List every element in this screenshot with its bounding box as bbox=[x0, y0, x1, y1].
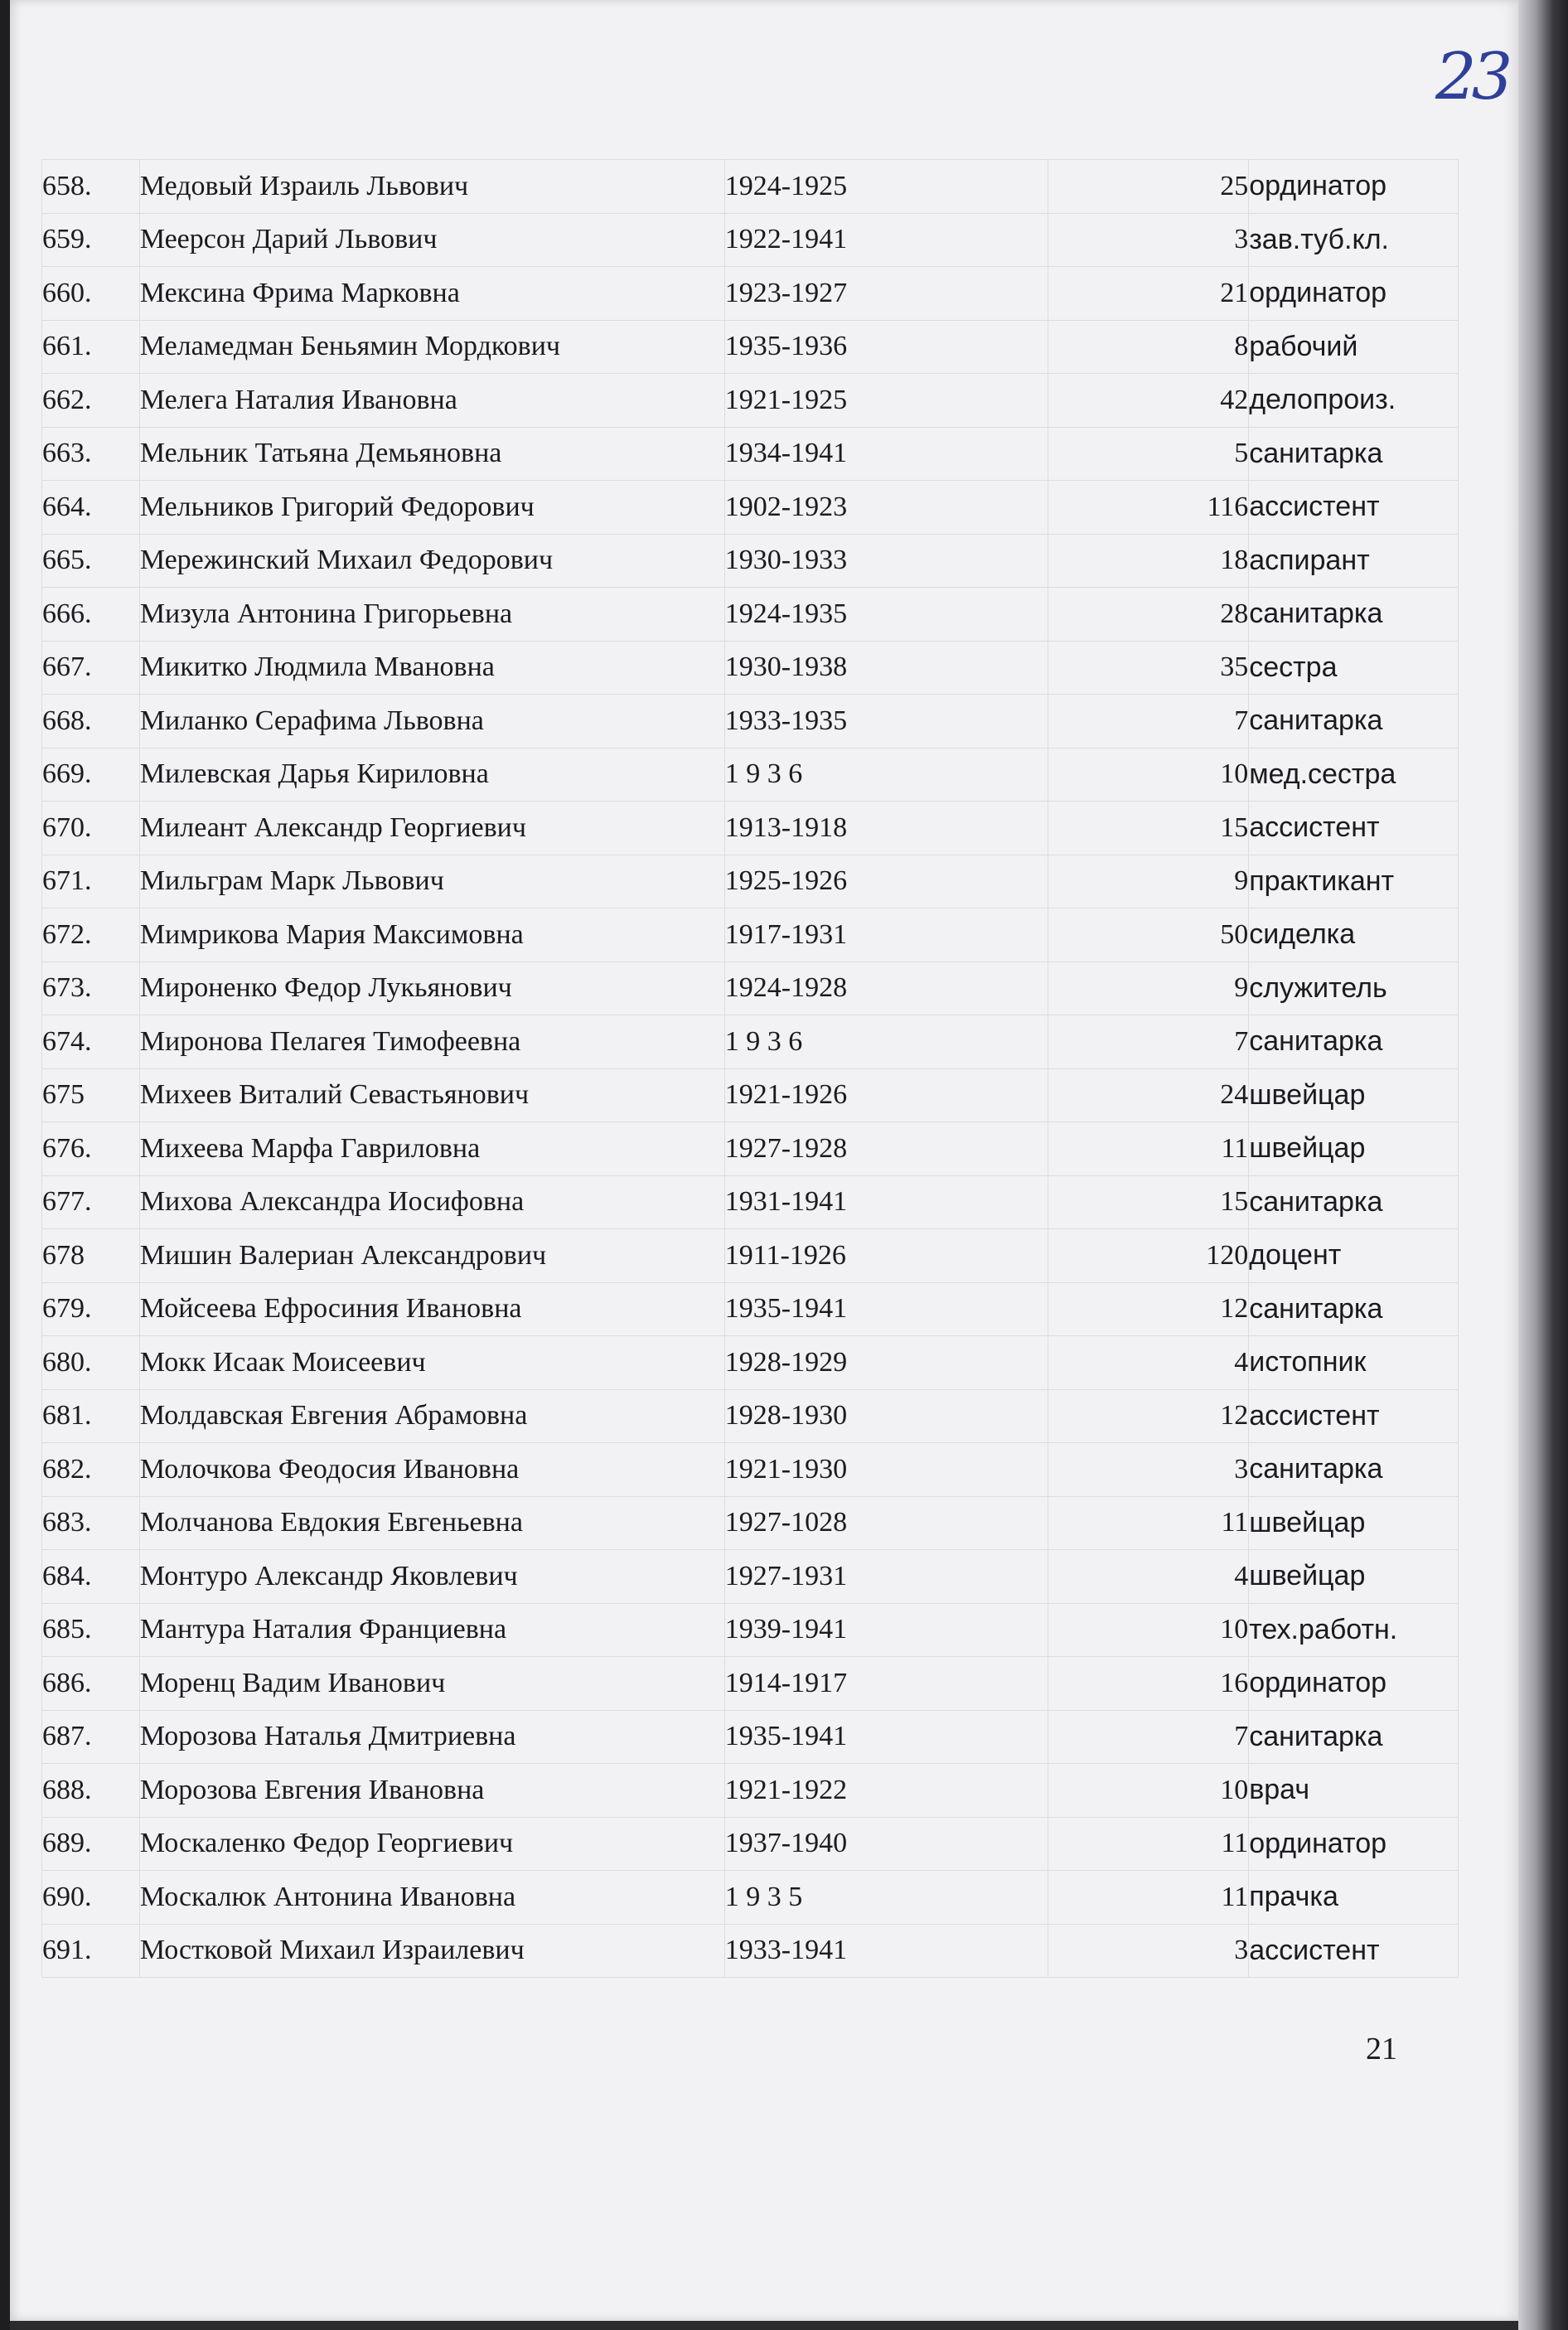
position-title: ассистент bbox=[1249, 1924, 1459, 1978]
binder-edge bbox=[0, 0, 10, 2330]
employment-years: 1933-1941 bbox=[724, 1924, 1048, 1978]
row-number: 675 bbox=[42, 1068, 140, 1122]
position-title: ординатор bbox=[1249, 1817, 1459, 1871]
table-row bbox=[42, 962, 1459, 1015]
position-title: сиделка bbox=[1249, 908, 1459, 962]
record-count: 116 bbox=[1048, 481, 1249, 535]
row-number: 669. bbox=[42, 748, 140, 802]
table-row bbox=[42, 320, 1459, 374]
employee-name: Моренц Вадим Иванович bbox=[139, 1657, 724, 1711]
table-row bbox=[42, 588, 1459, 642]
row-number: 683. bbox=[42, 1496, 140, 1550]
employee-name: Миланко Серафима Львовна bbox=[139, 695, 724, 748]
record-count: 15 bbox=[1048, 1175, 1249, 1229]
row-number: 686. bbox=[42, 1657, 140, 1711]
employment-years: 1925-1926 bbox=[724, 855, 1048, 908]
position-title: швейцар bbox=[1249, 1496, 1459, 1550]
record-count: 10 bbox=[1048, 748, 1249, 802]
document-page bbox=[10, 0, 1518, 2321]
table-row bbox=[42, 534, 1459, 588]
row-number: 672. bbox=[42, 908, 140, 962]
record-count: 120 bbox=[1048, 1229, 1249, 1283]
position-title: санитарка bbox=[1249, 695, 1459, 748]
position-title: санитарка bbox=[1249, 1175, 1459, 1229]
row-number: 674. bbox=[42, 1015, 140, 1069]
employee-name: Мимрикова Мария Максимовна bbox=[139, 908, 724, 962]
employment-years: 1 9 3 6 bbox=[724, 1015, 1048, 1069]
employment-years: 1930-1938 bbox=[724, 641, 1048, 695]
employment-years: 1924-1928 bbox=[724, 962, 1048, 1015]
employee-name: Милевская Дарья Кириловна bbox=[139, 748, 724, 802]
employee-name: Мокк Исаак Моисеевич bbox=[139, 1336, 724, 1390]
employment-years: 1927-1931 bbox=[724, 1550, 1048, 1604]
employee-name: Мишин Валериан Александрович bbox=[139, 1229, 724, 1283]
employment-years: 1927-1928 bbox=[724, 1122, 1048, 1176]
position-title: доцент bbox=[1249, 1229, 1459, 1283]
employment-years: 1935-1941 bbox=[724, 1282, 1048, 1336]
position-title: мед.сестра bbox=[1249, 748, 1459, 802]
position-title: санитарка bbox=[1249, 1015, 1459, 1069]
record-count: 10 bbox=[1048, 1603, 1249, 1657]
record-count: 25 bbox=[1048, 160, 1249, 214]
record-count: 21 bbox=[1048, 267, 1249, 321]
row-number: 689. bbox=[42, 1817, 140, 1871]
employee-name: Михеев Виталий Севастьянович bbox=[139, 1068, 724, 1122]
position-title: санитарка bbox=[1249, 1710, 1459, 1764]
employee-name: Москаленко Федор Георгиевич bbox=[139, 1817, 724, 1871]
position-title: санитарка bbox=[1249, 588, 1459, 642]
employment-years: 1935-1936 bbox=[724, 320, 1048, 374]
row-number: 670. bbox=[42, 802, 140, 855]
position-title: сестра bbox=[1249, 641, 1459, 695]
employment-years: 1917-1931 bbox=[724, 908, 1048, 962]
employment-years: 1922-1941 bbox=[724, 213, 1048, 267]
employee-name: Мироненко Федор Лукьянович bbox=[139, 962, 724, 1015]
table-row bbox=[42, 1657, 1459, 1711]
position-title: аспирант bbox=[1249, 534, 1459, 588]
table-row bbox=[42, 908, 1459, 962]
position-title: ассистент bbox=[1249, 802, 1459, 855]
employment-years: 1931-1941 bbox=[724, 1175, 1048, 1229]
position-title: служитель bbox=[1249, 962, 1459, 1015]
employee-name: Мельник Татьяна Демьяновна bbox=[139, 427, 724, 481]
employment-years: 1930-1933 bbox=[724, 534, 1048, 588]
table-row bbox=[42, 1068, 1459, 1122]
employee-name: Меламедман Беньямин Мордкович bbox=[139, 320, 724, 374]
employee-name: Микитко Людмила Мвановна bbox=[139, 641, 724, 695]
page-edge-shadow bbox=[1518, 0, 1568, 2330]
employee-name: Милеант Александр Георгиевич bbox=[139, 802, 724, 855]
employment-years: 1928-1930 bbox=[724, 1389, 1048, 1443]
record-count: 9 bbox=[1048, 855, 1249, 908]
row-number: 666. bbox=[42, 588, 140, 642]
employment-years: 1 9 3 5 bbox=[724, 1871, 1048, 1925]
row-number: 679. bbox=[42, 1282, 140, 1336]
employment-years: 1927-1028 bbox=[724, 1496, 1048, 1550]
record-count: 50 bbox=[1048, 908, 1249, 962]
employee-name: Мостковой Михаил Израилевич bbox=[139, 1924, 724, 1978]
table-row bbox=[42, 1015, 1459, 1069]
table-row bbox=[42, 1443, 1459, 1497]
table-row bbox=[42, 213, 1459, 267]
employee-name: Молочкова Феодосия Ивановна bbox=[139, 1443, 724, 1497]
record-count: 12 bbox=[1048, 1282, 1249, 1336]
row-number: 676. bbox=[42, 1122, 140, 1176]
employment-years: 1921-1925 bbox=[724, 374, 1048, 428]
employment-years: 1921-1930 bbox=[724, 1443, 1048, 1497]
record-count: 10 bbox=[1048, 1764, 1249, 1818]
record-count: 5 bbox=[1048, 427, 1249, 481]
table-row bbox=[42, 1122, 1459, 1176]
employee-name: Мельников Григорий Федорович bbox=[139, 481, 724, 535]
row-number: 668. bbox=[42, 695, 140, 748]
table-row bbox=[42, 748, 1459, 802]
row-number: 661. bbox=[42, 320, 140, 374]
record-count: 7 bbox=[1048, 1015, 1249, 1069]
table-row bbox=[42, 1336, 1459, 1390]
record-count: 35 bbox=[1048, 641, 1249, 695]
employment-years: 1928-1929 bbox=[724, 1336, 1048, 1390]
position-title: швейцар bbox=[1249, 1122, 1459, 1176]
page-number: 21 bbox=[1366, 2032, 1397, 2066]
employee-name: Монтуро Александр Яковлевич bbox=[139, 1550, 724, 1604]
table-row bbox=[42, 1924, 1459, 1978]
row-number: 684. bbox=[42, 1550, 140, 1604]
employment-years: 1934-1941 bbox=[724, 427, 1048, 481]
employment-years: 1911-1926 bbox=[724, 1229, 1048, 1283]
employment-years: 1913-1918 bbox=[724, 802, 1048, 855]
row-number: 671. bbox=[42, 855, 140, 908]
position-title: делопроиз. bbox=[1249, 374, 1459, 428]
record-count: 7 bbox=[1048, 1710, 1249, 1764]
table-row bbox=[42, 1175, 1459, 1229]
table-row bbox=[42, 481, 1459, 535]
record-count: 11 bbox=[1048, 1817, 1249, 1871]
employee-name: Медовый Израиль Львович bbox=[139, 160, 724, 214]
employee-name: Михова Александра Иосифовна bbox=[139, 1175, 724, 1229]
row-number: 673. bbox=[42, 962, 140, 1015]
record-count: 7 bbox=[1048, 695, 1249, 748]
table-row bbox=[42, 1389, 1459, 1443]
employee-name: Мелега Наталия Ивановна bbox=[139, 374, 724, 428]
record-count: 18 bbox=[1048, 534, 1249, 588]
row-number: 663. bbox=[42, 427, 140, 481]
table-row bbox=[42, 1229, 1459, 1283]
row-number: 664. bbox=[42, 481, 140, 535]
employee-name: Меерсон Дарий Львович bbox=[139, 213, 724, 267]
employee-name: Морозова Наталья Дмитриевна bbox=[139, 1710, 724, 1764]
employment-years: 1924-1935 bbox=[724, 588, 1048, 642]
position-title: практикант bbox=[1249, 855, 1459, 908]
record-count: 11 bbox=[1048, 1871, 1249, 1925]
employment-years: 1921-1922 bbox=[724, 1764, 1048, 1818]
position-title: санитарка bbox=[1249, 1443, 1459, 1497]
position-title: рабочий bbox=[1249, 320, 1459, 374]
employee-name: Мантура Наталия Франциевна bbox=[139, 1603, 724, 1657]
registry-body bbox=[42, 160, 1459, 1978]
row-number: 680. bbox=[42, 1336, 140, 1390]
employment-years: 1921-1926 bbox=[724, 1068, 1048, 1122]
employment-years: 1923-1927 bbox=[724, 267, 1048, 321]
row-number: 662. bbox=[42, 374, 140, 428]
row-number: 660. bbox=[42, 267, 140, 321]
record-count: 4 bbox=[1048, 1550, 1249, 1604]
record-count: 42 bbox=[1048, 374, 1249, 428]
table-row bbox=[42, 1550, 1459, 1604]
employee-name: Миронова Пелагея Тимофеевна bbox=[139, 1015, 724, 1069]
row-number: 685. bbox=[42, 1603, 140, 1657]
employment-years: 1 9 3 6 bbox=[724, 748, 1048, 802]
record-count: 24 bbox=[1048, 1068, 1249, 1122]
table-row bbox=[42, 427, 1459, 481]
table-row bbox=[42, 1764, 1459, 1818]
record-count: 15 bbox=[1048, 802, 1249, 855]
employment-years: 1902-1923 bbox=[724, 481, 1048, 535]
table-row bbox=[42, 1817, 1459, 1871]
row-number: 691. bbox=[42, 1924, 140, 1978]
employment-years: 1939-1941 bbox=[724, 1603, 1048, 1657]
position-title: швейцар bbox=[1249, 1550, 1459, 1604]
table-row bbox=[42, 1603, 1459, 1657]
row-number: 687. bbox=[42, 1710, 140, 1764]
record-count: 4 bbox=[1048, 1336, 1249, 1390]
employment-years: 1935-1941 bbox=[724, 1710, 1048, 1764]
row-number: 658. bbox=[42, 160, 140, 214]
row-number: 690. bbox=[42, 1871, 140, 1925]
position-title: ассистент bbox=[1249, 1389, 1459, 1443]
position-title: тех.работн. bbox=[1249, 1603, 1459, 1657]
employee-name: Молчанова Евдокия Евгеньевна bbox=[139, 1496, 724, 1550]
row-number: 678 bbox=[42, 1229, 140, 1283]
position-title: врач bbox=[1249, 1764, 1459, 1818]
position-title: ассистент bbox=[1249, 481, 1459, 535]
position-title: ординатор bbox=[1249, 1657, 1459, 1711]
table-row bbox=[42, 1710, 1459, 1764]
staff-registry-table bbox=[41, 159, 1459, 1978]
employment-years: 1914-1917 bbox=[724, 1657, 1048, 1711]
record-count: 3 bbox=[1048, 213, 1249, 267]
employee-name: Мексина Фрима Марковна bbox=[139, 267, 724, 321]
row-number: 682. bbox=[42, 1443, 140, 1497]
table-row bbox=[42, 1871, 1459, 1925]
employee-name: Мережинский Михаил Федорович bbox=[139, 534, 724, 588]
record-count: 16 bbox=[1048, 1657, 1249, 1711]
employee-name: Мильграм Марк Львович bbox=[139, 855, 724, 908]
table-row bbox=[42, 802, 1459, 855]
position-title: санитарка bbox=[1249, 427, 1459, 481]
table-row bbox=[42, 641, 1459, 695]
employee-name: Москалюк Антонина Ивановна bbox=[139, 1871, 724, 1925]
position-title: истопник bbox=[1249, 1336, 1459, 1390]
position-title: ординатор bbox=[1249, 267, 1459, 321]
record-count: 12 bbox=[1048, 1389, 1249, 1443]
employee-name: Молдавская Евгения Абрамовна bbox=[139, 1389, 724, 1443]
position-title: санитарка bbox=[1249, 1282, 1459, 1336]
employee-name: Морозова Евгения Ивановна bbox=[139, 1764, 724, 1818]
record-count: 3 bbox=[1048, 1924, 1249, 1978]
position-title: зав.туб.кл. bbox=[1249, 213, 1459, 267]
table-row bbox=[42, 267, 1459, 321]
table-row bbox=[42, 1496, 1459, 1550]
row-number: 681. bbox=[42, 1389, 140, 1443]
employment-years: 1924-1925 bbox=[724, 160, 1048, 214]
employee-name: Михеева Марфа Гавриловна bbox=[139, 1122, 724, 1176]
table-row bbox=[42, 1282, 1459, 1336]
table-row bbox=[42, 695, 1459, 748]
employment-years: 1937-1940 bbox=[724, 1817, 1048, 1871]
record-count: 9 bbox=[1048, 962, 1249, 1015]
table-row bbox=[42, 160, 1459, 214]
row-number: 667. bbox=[42, 641, 140, 695]
record-count: 3 bbox=[1048, 1443, 1249, 1497]
employee-name: Мизула Антонина Григорьевна bbox=[139, 588, 724, 642]
position-title: ординатор bbox=[1249, 160, 1459, 214]
table-row bbox=[42, 374, 1459, 428]
record-count: 28 bbox=[1048, 588, 1249, 642]
table-row bbox=[42, 855, 1459, 908]
row-number: 665. bbox=[42, 534, 140, 588]
row-number: 659. bbox=[42, 213, 140, 267]
row-number: 677. bbox=[42, 1175, 140, 1229]
position-title: швейцар bbox=[1249, 1068, 1459, 1122]
row-number: 688. bbox=[42, 1764, 140, 1818]
record-count: 11 bbox=[1048, 1122, 1249, 1176]
position-title: прачка bbox=[1249, 1871, 1459, 1925]
archive-handwritten-mark: 23 bbox=[1435, 40, 1508, 114]
employment-years: 1933-1935 bbox=[724, 695, 1048, 748]
record-count: 8 bbox=[1048, 320, 1249, 374]
employee-name: Мойсеева Ефросиния Ивановна bbox=[139, 1282, 724, 1336]
record-count: 11 bbox=[1048, 1496, 1249, 1550]
